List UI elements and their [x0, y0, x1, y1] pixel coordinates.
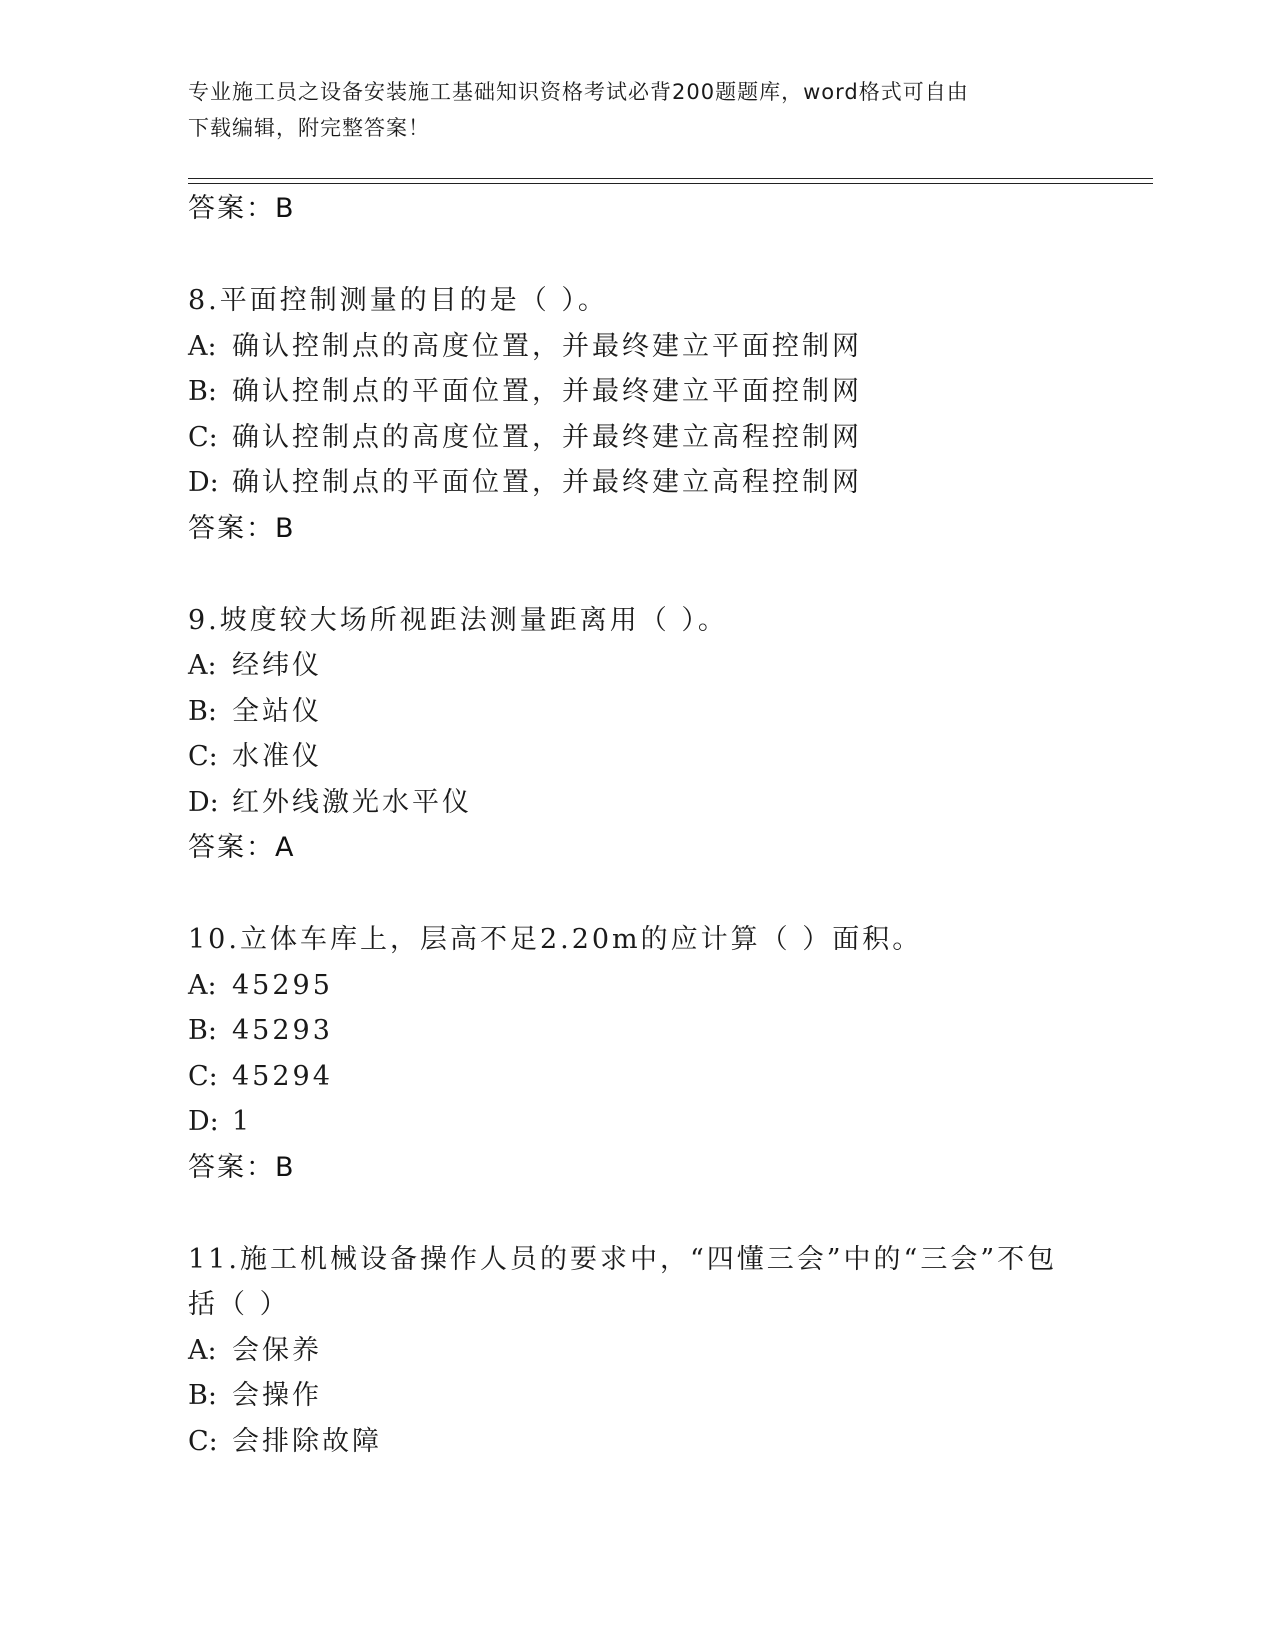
- option-text: 经纬仪: [232, 650, 322, 681]
- option-b: [188, 689, 1088, 735]
- question-spacer: [188, 871, 1088, 917]
- answer-line: [188, 186, 1088, 232]
- header-title-line-2: 下载编辑，附完整答案！: [188, 116, 430, 140]
- option-key: C:: [188, 741, 218, 772]
- option-d: [188, 460, 1088, 506]
- option-text: 全站仪: [232, 695, 322, 727]
- option-a: [188, 963, 1088, 1009]
- answer-value: B: [275, 512, 294, 544]
- option-a: [188, 1328, 1088, 1374]
- option-key: A:: [188, 969, 217, 1001]
- question-text: 9.坡度较大场所视距法测量距离用（ ）。: [188, 604, 728, 636]
- option-a: [188, 643, 1088, 689]
- page-header: [188, 74, 1088, 146]
- answer-label: 答案：: [188, 193, 275, 224]
- question-block: [188, 278, 1088, 552]
- option-key: D:: [188, 467, 219, 498]
- answer-value: B: [275, 1151, 294, 1183]
- option-c: [188, 415, 1088, 461]
- option-key: B:: [188, 376, 217, 407]
- header-title-line-1: 专业施工员之设备安装施工基础知识资格考试必背200题题库，word格式可自由: [188, 80, 969, 104]
- option-c: [188, 1054, 1088, 1100]
- option-text: 会排除故障: [232, 1425, 382, 1457]
- option-text: 确认控制点的平面位置，并最终建立高程控制网: [232, 467, 862, 498]
- option-text: 会保养: [232, 1334, 322, 1366]
- question-text-continued: 括（ ）: [188, 1289, 290, 1320]
- question-block: [188, 598, 1088, 872]
- question-text: 11.施工机械设备操作人员的要求中，“四懂三会”中的“三会”不包: [188, 1243, 1058, 1275]
- option-key: C:: [188, 421, 218, 453]
- option-key: D:: [188, 1106, 219, 1137]
- option-key: C:: [188, 1060, 218, 1092]
- answer-line: [188, 1145, 1088, 1191]
- option-key: B:: [188, 695, 217, 727]
- question-block: [188, 1237, 1088, 1465]
- answer-value: B: [275, 193, 294, 224]
- option-text: 会操作: [232, 1380, 322, 1411]
- answer-label: 答案：: [188, 832, 275, 863]
- option-text: 45293: [232, 1015, 333, 1046]
- option-text: 确认控制点的平面位置，并最终建立平面控制网: [232, 376, 862, 407]
- option-key: D:: [188, 786, 219, 818]
- header-divider-bottom: [188, 183, 1153, 184]
- option-d: [188, 1099, 1088, 1145]
- option-text: 1: [232, 1106, 253, 1137]
- answer-line: [188, 825, 1088, 871]
- option-key: B:: [188, 1015, 217, 1046]
- answer-label: 答案：: [188, 1151, 275, 1183]
- question-list: [188, 186, 1088, 1464]
- option-text: 确认控制点的高度位置，并最终建立高程控制网: [232, 421, 862, 453]
- question-spacer: [188, 1191, 1088, 1237]
- option-text: 确认控制点的高度位置，并最终建立平面控制网: [232, 330, 862, 362]
- option-text: 红外线激光水平仪: [232, 786, 472, 818]
- option-d: [188, 780, 1088, 826]
- question-block: [188, 917, 1088, 1191]
- option-key: B:: [188, 1380, 217, 1411]
- header-divider-top: [188, 178, 1153, 179]
- question-text: 10.立体车库上，层高不足2.20m的应计算（ ）面积。: [188, 924, 923, 955]
- answer-value: A: [275, 832, 294, 863]
- answer-label: 答案：: [188, 512, 275, 544]
- option-b: [188, 369, 1088, 415]
- question-spacer: [188, 232, 1088, 278]
- option-key: A:: [188, 650, 217, 681]
- option-text: 水准仪: [232, 741, 322, 772]
- option-b: [188, 1373, 1088, 1419]
- option-key: A:: [188, 330, 217, 362]
- option-a: [188, 324, 1088, 370]
- option-text: 45294: [232, 1060, 333, 1092]
- option-key: A:: [188, 1334, 217, 1366]
- option-key: C:: [188, 1425, 218, 1457]
- question-spacer: [188, 552, 1088, 598]
- answer-line: [188, 506, 1088, 552]
- option-c: [188, 1419, 1088, 1465]
- option-c: [188, 734, 1088, 780]
- option-b: [188, 1008, 1088, 1054]
- question-text: 8.平面控制测量的目的是（ ）。: [188, 285, 608, 316]
- option-text: 45295: [232, 969, 333, 1001]
